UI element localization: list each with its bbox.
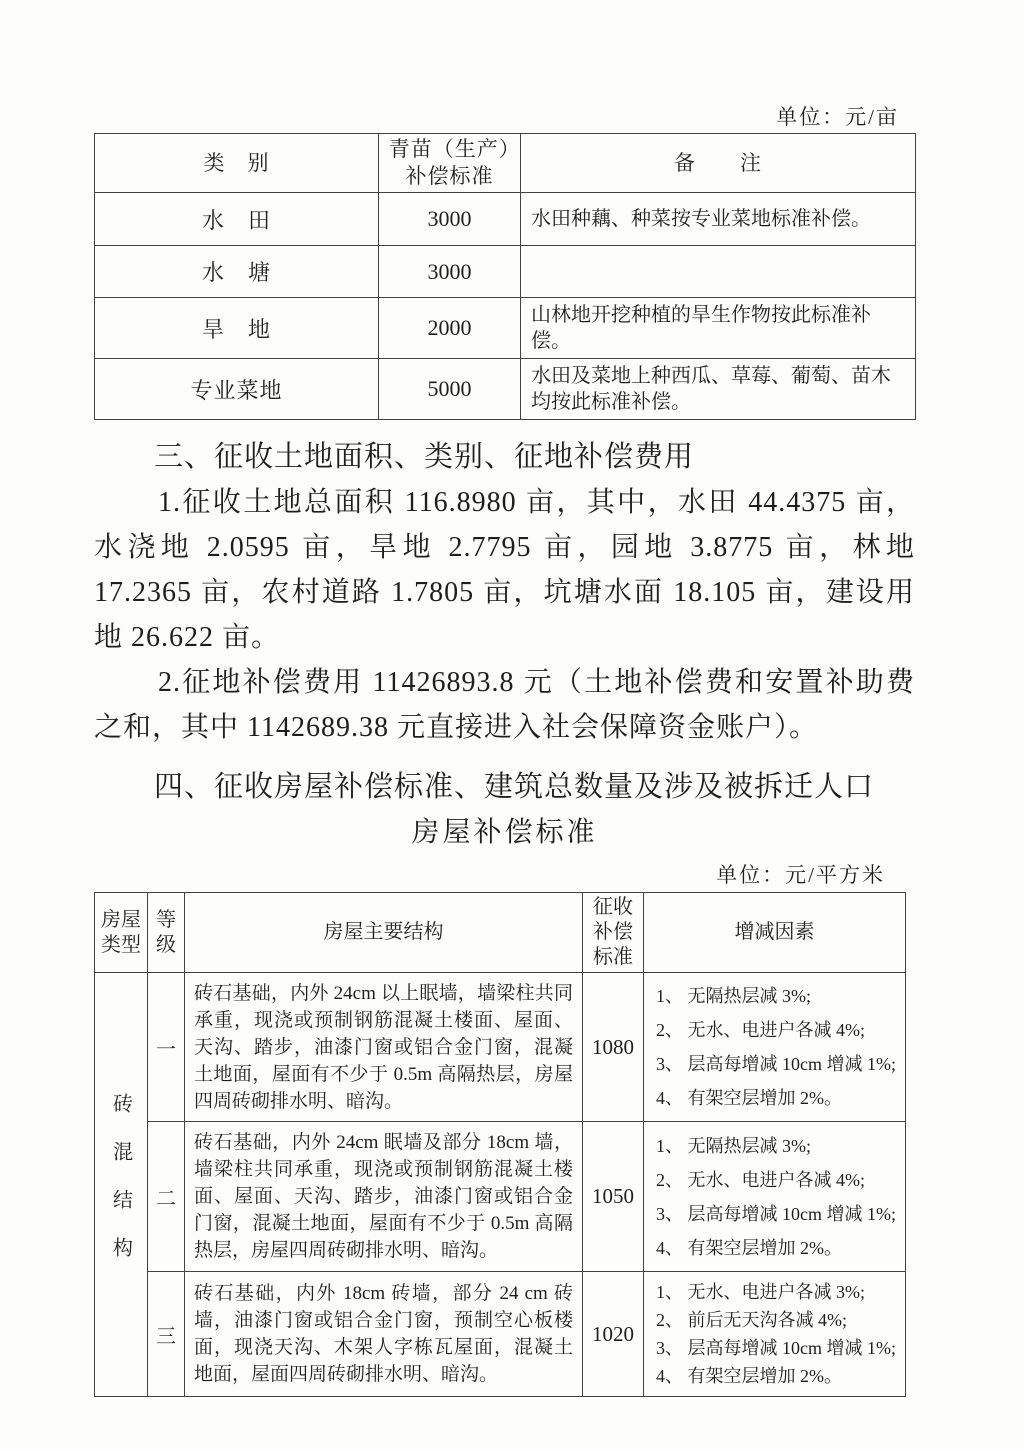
house-table-unit-label: 单位：元/平方米 [716,863,885,887]
standard-cell: 1020 [583,1272,644,1397]
table-row [95,246,916,298]
standard-cell: 1050 [583,1122,644,1272]
house-type-label: 砖混结构 [109,1093,132,1285]
house-header-type: 房屋类型 [95,893,148,973]
section-4-title: 四、征收房屋补偿标准、建筑总数量及涉及被拆迁人口 [154,771,875,803]
factor-line: 1、 无隔热层减 3%; [656,1135,811,1156]
structure-cell: 砖石基础，内外 24cm 眠墙及部分 18cm 墙，墙梁柱共同承重，现浇或预制钢筋混凝土楼面、屋面、天沟、踏步，油漆门窗或铝合金门窗，混凝土地面，屋面有不少于 0.5m 高隔热层，房屋四周砖砌排水明、暗沟。 [185,1122,583,1272]
structure-cell: 砖石基础，内外 18cm 砖墙，部分 24 cm 砖墙，油漆门窗或铝合金门窗，预制空心板楼面，现浇天沟、木架人字栋瓦屋面，混凝土地面，屋面四周砖砌排水明、暗沟。 [185,1272,583,1397]
table-row [95,1122,906,1272]
crop-standard: 5000 [379,359,521,420]
table-row [95,973,906,1122]
factors-cell [644,973,906,1122]
standard-cell: 1080 [583,973,644,1122]
crop-remark: 水田种藕、种菜按专业菜地标准补偿。 [521,193,916,246]
section-3-paragraph-1: 1.征收土地总面积 116.8980 亩，其中，水田 44.4375 亩，水浇地 2.0595 亩，旱地 2.7795 亩，园地 3.8775 亩，林地 17.2365 亩，农村道路 1.7805 亩，坑塘水面 18.105 亩，建设用地 26.622 亩。 [94,487,915,653]
crop-standard: 3000 [379,193,521,246]
table-row [95,1272,906,1397]
crop-category: 水 塘 [95,246,379,298]
factors-cell [644,1122,906,1272]
house-compensation-table [94,892,906,1397]
factors-cell [644,1272,906,1397]
table-row [95,193,916,246]
factor-line: 4、 有架空层增加 2%。 [656,1237,842,1258]
structure-cell: 砖石基础，内外 24cm 以上眠墙，墙梁柱共同承重，现浇或预制钢筋混凝土楼面、屋面、天沟、踏步，油漆门窗或铝合金门窗，混凝土地面，屋面有不少于 0.5m 高隔热层，房屋四周砖砌排水明、暗沟。 [185,973,583,1122]
crop-header-standard: 青苗（生产）补偿标准 [379,134,521,193]
factor-line: 3、 层高每增减 10cm 增减 1%; [656,1338,896,1358]
crop-header-category: 类 别 [95,134,379,193]
factor-line: 2、 无水、电进户各减 4%; [656,1169,865,1190]
house-header-structure: 房屋主要结构 [185,893,583,973]
document-content [94,0,915,1397]
factor-line: 4、 有架空层增加 2%。 [656,1366,842,1386]
grade-cell: 二 [148,1122,185,1272]
grade-cell: 三 [148,1272,185,1397]
crop-category: 旱 地 [95,298,379,359]
crop-category: 专业菜地 [95,359,379,420]
house-header-standard: 征收补偿标准 [583,893,644,973]
crop-remark: 水田及菜地上种西瓜、草莓、葡萄、苗木均按此标准补偿。 [521,359,916,420]
table-row [95,359,916,420]
factor-line: 4、 有架空层增加 2%。 [656,1088,842,1108]
factor-line: 3、 层高每增减 10cm 增减 1%; [656,1054,896,1074]
factor-line: 1、 无隔热层减 3%; [656,986,811,1006]
crop-standard: 2000 [379,298,521,359]
factor-line: 2、 无水、电进户各减 4%; [656,1020,865,1040]
section-3-title: 三、征收土地面积、类别、征地补偿费用 [154,441,695,473]
house-table-subtitle: 房屋补偿标准 [411,817,598,848]
section-3-paragraph-2: 2.征地补偿费用 11426893.8 元（土地补偿费和安置补助费之和，其中 1142689.38 元直接进入社会保障资金账户）。 [94,667,915,743]
house-table-header-row [95,893,906,973]
grade-cell: 一 [148,973,185,1122]
crop-compensation-table [94,133,916,420]
house-header-grade: 等级 [148,893,185,973]
house-header-factors: 增减因素 [644,893,906,973]
crop-remark: 山林地开挖种植的旱生作物按此标准补偿。 [521,298,916,359]
crop-table-header-row [95,134,916,193]
crop-header-remark: 备 注 [521,134,916,193]
crop-standard: 3000 [379,246,521,298]
house-type-cell [95,973,148,1397]
factor-line: 2、 前后无天沟各减 4%; [656,1310,847,1330]
crop-table-unit-label: 单位：元/亩 [776,105,899,129]
factor-line: 3、 层高每增减 10cm 增减 1%; [656,1203,896,1224]
crop-category: 水 田 [95,193,379,246]
crop-remark [521,246,916,298]
table-row [95,298,916,359]
factor-line: 1、 无水、电进户各减 3%; [656,1282,865,1302]
